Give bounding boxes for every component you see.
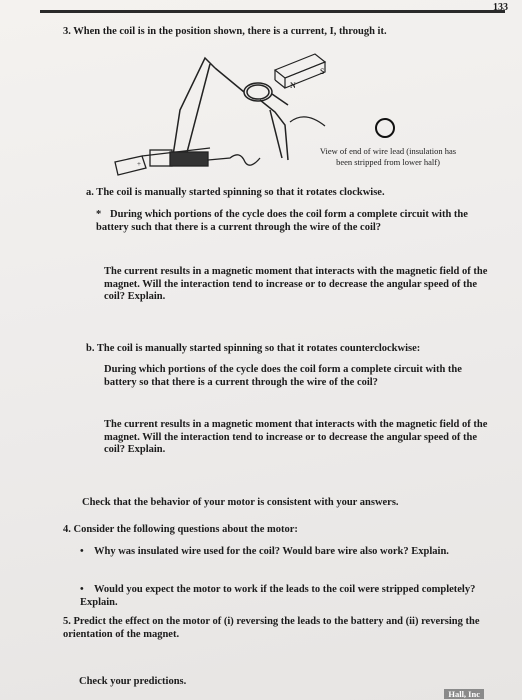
part-a-question-2: The current results in a magnetic moment that interacts with the magnetic field of the magnet. Will the interaction tend to increase or to decrease the angular speed of the coil? Explain. <box>104 266 488 302</box>
bullet-icon: • <box>80 584 84 595</box>
question-5: 5. Predict the effect on the motor of (i) reversing the leads to the battery and (ii) reversing the orientation of the magnet. <box>63 616 480 640</box>
check-predictions: Check your predictions. <box>79 676 187 687</box>
part-a-question-1 <box>96 209 476 234</box>
wire-end-icon <box>376 119 394 137</box>
star-mark-icon: * <box>96 209 102 220</box>
battery <box>115 148 260 175</box>
label-s: S <box>320 67 325 76</box>
bullet-icon: • <box>80 546 84 557</box>
coil <box>215 68 288 105</box>
part-a-label: a. The coil is manually started spinning so that it rotates clockwise. <box>86 187 385 198</box>
question-4-bullet-1-text: Why was insulated wire used for the coil? Would bare wire also work? Explain. <box>94 546 449 557</box>
part-b-label: b. The coil is manually started spinning so that it rotates counterclockwise: <box>86 343 421 354</box>
publisher-footer: Hall, Inc <box>444 689 484 699</box>
svg-text:+: + <box>137 160 141 168</box>
question-4-bullet-1 <box>80 546 480 559</box>
question-4-bullet-2-text: Would you expect the motor to work if the leads to the coil were stripped completely? Explain. <box>80 584 476 608</box>
question-4: 4. Consider the following questions about the motor: <box>63 524 298 535</box>
lead-wire <box>290 117 325 126</box>
diagram-caption: View of end of wire lead (insulation has been stripped from lower half) <box>319 146 457 167</box>
part-b-question-2: The current results in a magnetic moment that interacts with the magnetic field of the magnet. Will the interaction tend to increase or to decrease the angular speed of the coil? Explain. <box>104 419 488 455</box>
top-rule <box>40 10 505 13</box>
part-b-question-1: During which portions of the cycle does the coil form a complete circuit with the battery so that there is a current through the wire of the coil? <box>104 364 462 388</box>
part-a-question-1-text: During which portions of the cycle does the coil form a complete circuit with the battery such that there is a current through the wire of the coil? <box>96 209 468 233</box>
check-consistency: Check that the behavior of your motor is consistent with your answers. <box>82 497 399 508</box>
page-number: 133 <box>493 2 508 13</box>
label-n: N <box>290 81 296 90</box>
magnet <box>275 54 325 88</box>
question-4-bullet-2 <box>80 584 480 609</box>
question-3: 3. When the coil is in the position shown, there is a current, I, through it. <box>63 26 387 37</box>
support-stand <box>172 58 288 162</box>
